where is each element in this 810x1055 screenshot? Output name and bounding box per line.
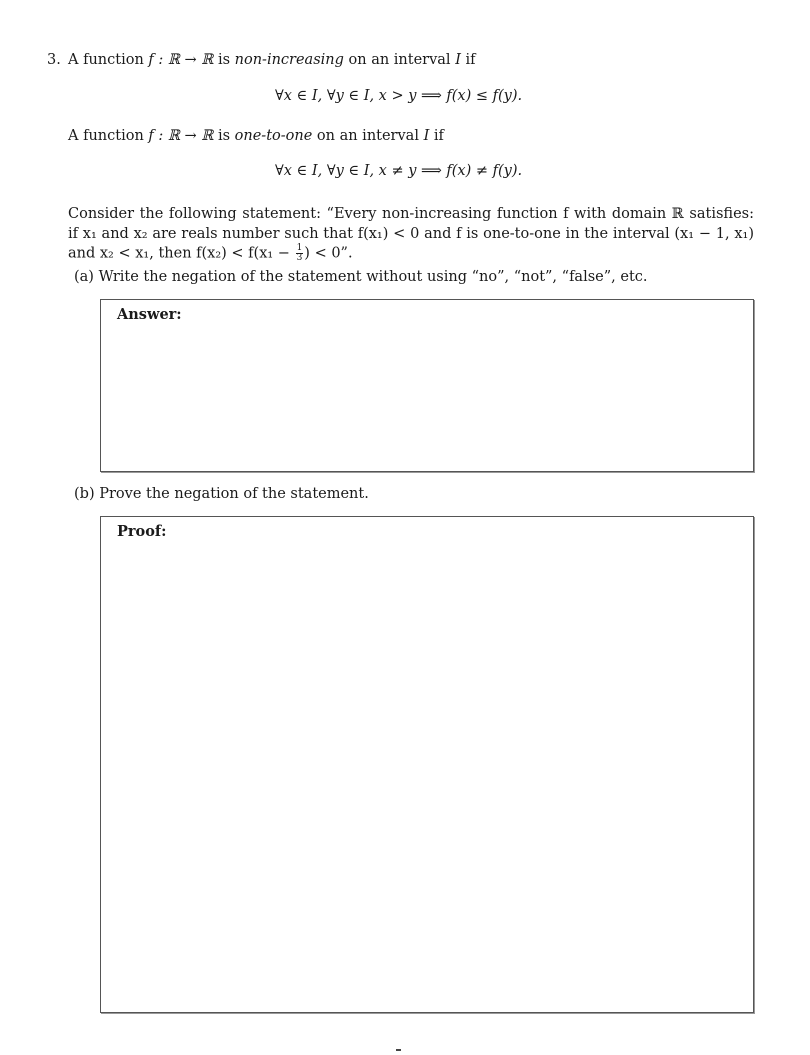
intro-prefix-2: A function [68,128,149,144]
proof-box[interactable] [100,516,754,1013]
display-nonincreasing: ∀x ∈ I, ∀y ∈ I, x > y ⟹ f(x) ≤ f(y). [275,88,523,104]
intro-is: is [213,52,235,68]
intro-suffix: on an interval [343,52,456,68]
part-a-question: (a) Write the negation of the statement without using “no”, “not”, “false”, etc. [74,269,648,285]
interval-var: I [455,52,461,68]
answer-label: Answer: [117,306,182,323]
interval-var-2: I [423,128,430,144]
term-nonincreasing: non-increasing [234,52,344,68]
fraction-denominator: 3 [296,253,303,263]
fraction-numerator: 1 [296,243,303,253]
fraction-one-third [296,244,304,263]
intro-if: if [460,52,476,68]
problem-number: 3. [47,52,61,68]
intro-prefix: A function [68,52,149,68]
statement-paragraph [68,205,754,264]
part-b-question: (b) Prove the negation of the statement. [74,486,369,502]
answer-box[interactable] [100,299,754,472]
function-signature-2: f : ℝ → ℝ [148,128,214,144]
intro-is-2: is [213,128,235,144]
statement-text: Consider the following statement: “Every non-increasing function f with domain ℝ satisfies: if x₁ and x₂ are reals number such that f(x₁) < 0 and f is one-to-one in the interval (x₁ − 1, x₁) and x₂ < x₁, then f(x₂) < f(x₁ − [68,206,754,262]
definition-onetoone [68,128,444,144]
page-footer-mark [396,1049,401,1051]
intro-suffix-2: on an interval [312,128,424,144]
intro-if-2: if [429,128,444,144]
definition-nonincreasing [68,52,476,68]
term-onetoone: one-to-one [234,128,313,144]
proof-label: Proof: [117,523,167,540]
function-signature: f : ℝ → ℝ [148,52,214,68]
display-onetoone: ∀x ∈ I, ∀y ∈ I, x ≠ y ⟹ f(x) ≠ f(y). [275,163,523,179]
statement-end: ) < 0”. [304,245,353,262]
